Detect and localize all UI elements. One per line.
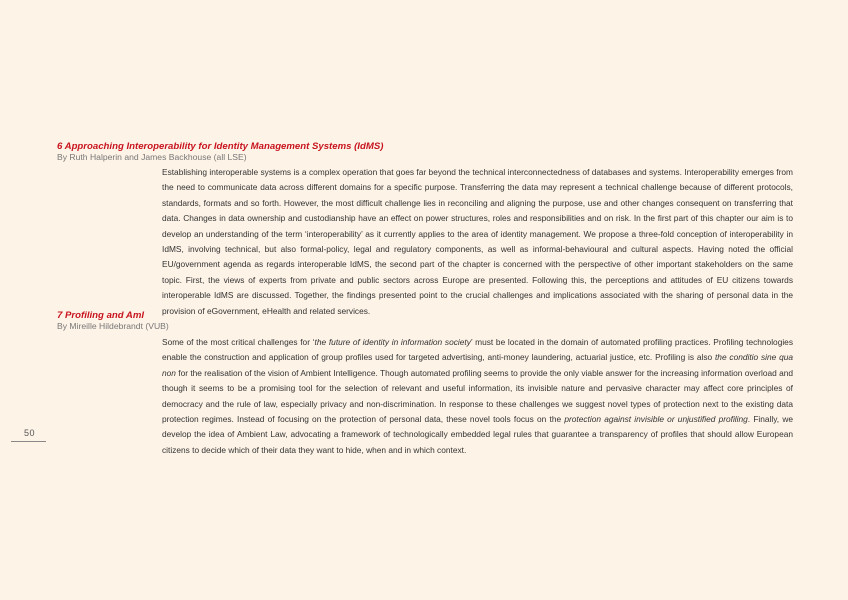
body-text: ’ must be located in the domain of automated profiling practices. Profiling technologies enable the construction and application of group profiles used for targeted advertising, anti-money laundering, actuarial justice, etc. Profiling is also — [162, 337, 793, 363]
body-text: . Finally, we develop the idea of Ambient Law, advocating a framework of technologically embedded legal rules that guarantee a transparency of profiles that should allow European citizens to decide which of their data they want to hide, when and in which context. — [162, 414, 793, 455]
section-title: 7 Profiling and AmI — [57, 310, 145, 321]
section-body — [162, 335, 793, 458]
section-byline: By Ruth Halperin and James Backhouse (all LSE) — [57, 152, 247, 162]
body-emphasis: protection against invisible or unjustified profiling — [564, 414, 748, 425]
page-number-rule — [11, 441, 46, 442]
section-7 — [57, 310, 793, 458]
section-byline: By Mireille Hildebrandt (VUB) — [57, 321, 169, 331]
body-text: Some of the most critical challenges for ‘ — [162, 337, 315, 347]
section-body: Establishing interoperable systems is a complex operation that goes far beyond the technical interconnectedness of databases and systems. Interoperability emerges from the need to communicate data across different domains for a specific purpose. Transferring the data may represent a technical challenge because of different protocols, standards, formats and so forth. However, the most difficult challenge lies in reconciling and aligning the purpose, use and other changes consequent on transferring that data. Changes in data ownership and custodianship have an effect on power structures, roles and responsibilities and on risk. In the first part of this chapter our aim is to develop an understanding of the term ‘interoperability’ as it currently applies to the area of identity management. We propose a three-fold conception of interoperability in IdMS, involving technical, but also formal-policy, legal and regulatory components, as well as informal-behavioural and cultural aspects. Having noted the official EU/government agenda as regards interoperable IdMS, the second part of the chapter is concerned with the perspective of other important stakeholders on the same topic. First, the views of experts from private and public sectors across Europe are presented. Following this, the perceptions and attitudes of EU citizens towards interoperable IdMS are discussed. Together, the findings presented point to the crucial challenges and implications associated with the sharing of personal data in the provision of eGovernment, eHealth and related services. — [162, 167, 793, 316]
section-6 — [57, 141, 793, 319]
page-number: 50 — [24, 428, 36, 438]
body-emphasis: the future of identity in information society — [314, 337, 471, 347]
body-text: for the realisation of the vision of Ambient Intelligence. Though automated profiling seems to provide the only viable answer for the increasing information overload and though it seems to be a promising tool for the selection of relevant and useful information, its invisible nature and pervasive character may affect core principles of democracy and the rule of law, especially privacy and non-discrimination. In response to these challenges we suggest novel types of protection next to the existing data protection regimes. Instead of focusing on the protection of personal data, these novel tools focus on the — [162, 367, 793, 425]
section-title: 6 Approaching Interoperability for Identity Management Systems (IdMS) — [57, 141, 384, 152]
body-emphasis: the conditio sine qua non — [162, 352, 794, 378]
